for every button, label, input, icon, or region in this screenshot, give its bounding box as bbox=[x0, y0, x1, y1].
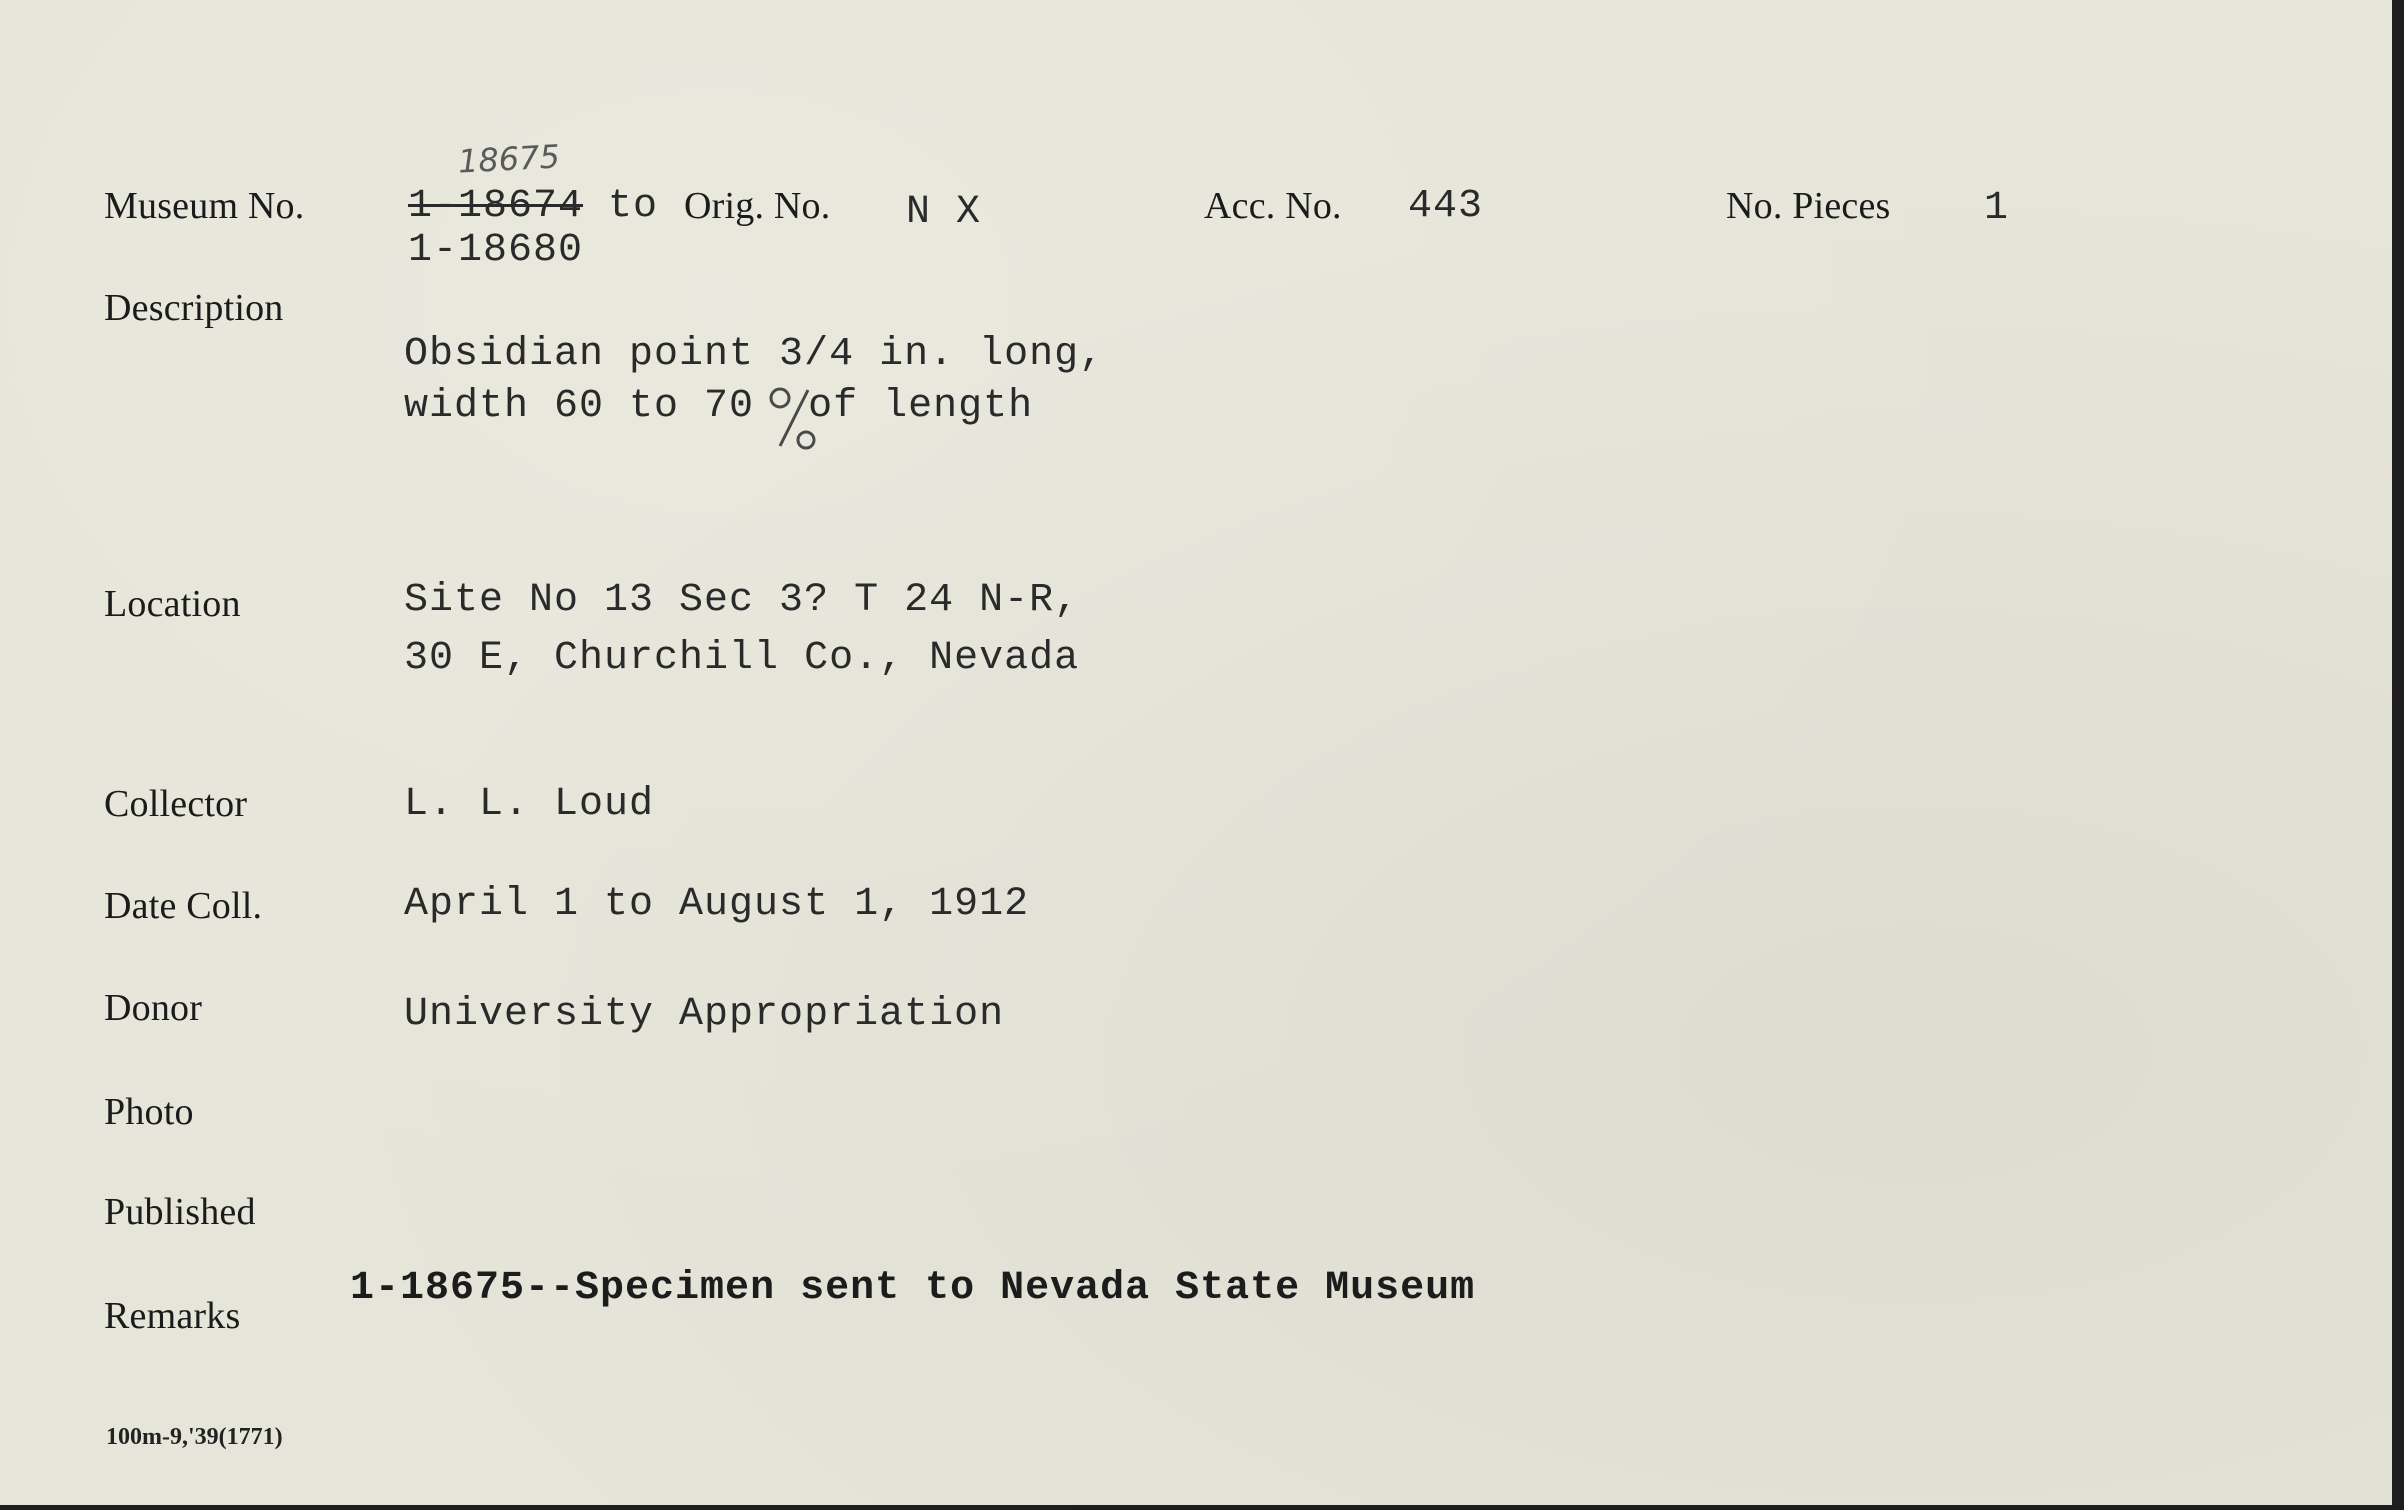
scan-border-bottom bbox=[0, 1505, 2404, 1510]
description-line-2 bbox=[404, 384, 1033, 429]
photo-label: Photo bbox=[104, 1091, 194, 1133]
acc-no-value: 443 bbox=[1408, 184, 1484, 229]
collector-label: Collector bbox=[104, 783, 248, 825]
acc-no-label: Acc. No. bbox=[1204, 185, 1342, 227]
no-pieces-label: No. Pieces bbox=[1726, 185, 1891, 227]
orig-no-value: N X bbox=[906, 190, 982, 235]
description-label: Description bbox=[104, 287, 284, 329]
orig-no-label: Orig. No. bbox=[684, 185, 831, 227]
remarks-label: Remarks bbox=[104, 1295, 241, 1337]
location-label: Location bbox=[104, 583, 241, 625]
museum-no-struck-value: 1-18674 bbox=[408, 184, 584, 229]
date-coll-label: Date Coll. bbox=[104, 885, 263, 927]
description-line-2-end: of length bbox=[808, 384, 1034, 429]
description-line-2-start: width 60 to 70 bbox=[404, 384, 755, 429]
no-pieces-value: 1 bbox=[1984, 186, 2010, 231]
form-code: 100m-9,'39(1771) bbox=[106, 1424, 283, 1450]
museum-no-handwritten-correction: 18675 bbox=[457, 137, 561, 181]
museum-no-first-line bbox=[408, 184, 658, 229]
donor-label: Donor bbox=[104, 987, 203, 1029]
published-label: Published bbox=[104, 1191, 256, 1233]
date-coll-value: April 1 to August 1, 1912 bbox=[404, 882, 1030, 927]
scan-border-right bbox=[2392, 0, 2404, 1510]
handwritten-percent-sign-icon bbox=[768, 384, 820, 452]
collector-value: L. L. Loud bbox=[404, 782, 655, 827]
location-line-2: 30 E, Churchill Co., Nevada bbox=[404, 636, 1080, 681]
remarks-value: 1-18675--Specimen sent to Nevada State Museum bbox=[350, 1266, 1476, 1311]
museum-no-second-line: 1-18680 bbox=[408, 228, 584, 273]
location-line-1: Site No 13 Sec 3? T 24 N-R, bbox=[404, 578, 1080, 623]
description-line-1: Obsidian point 3/4 in. long, bbox=[404, 332, 1105, 377]
donor-value: University Appropriation bbox=[404, 992, 1005, 1037]
museum-no-label: Museum No. bbox=[104, 185, 305, 227]
museum-no-to: to bbox=[608, 184, 659, 229]
